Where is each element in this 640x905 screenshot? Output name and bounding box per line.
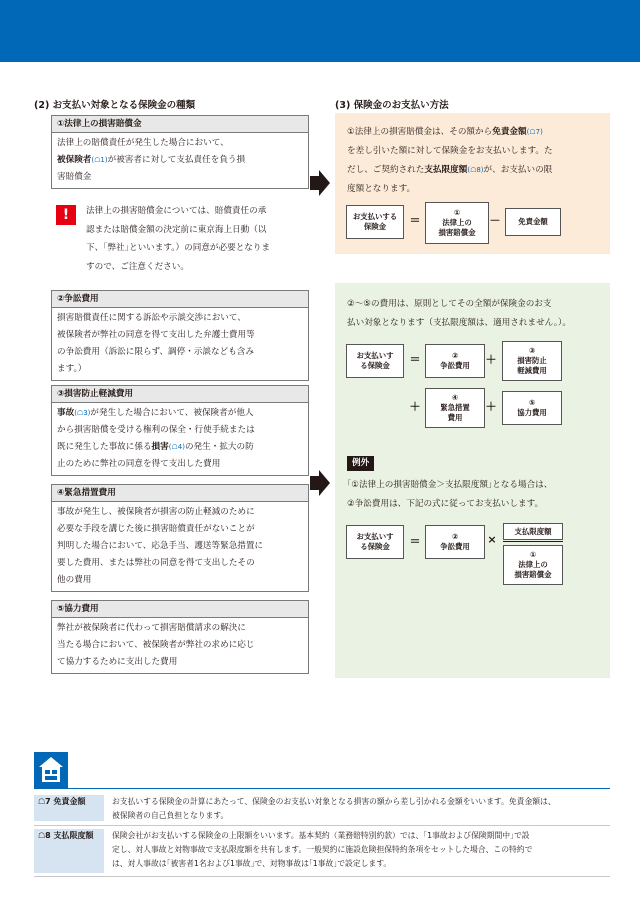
box-litigation-costs (51, 290, 309, 381)
payment-text-2: ②～⑤の費用は、原則としてその全額が保険金のお支 払い対象となります（支払限度額は、適用されません。）。 (347, 299, 571, 328)
box-legal-damages (51, 115, 309, 189)
arrow-right-icon (310, 170, 330, 196)
formula-cooperation-box: ⑤ 協力費用 (502, 391, 562, 425)
reference-icon: (☖8) (467, 166, 484, 174)
plus-sign: ＋ (485, 353, 497, 366)
box-heading: ④緊急措置費用 (52, 485, 308, 502)
box-damage-mitigation-costs (51, 385, 309, 476)
fraction-numerator-box: 支払限度額 (503, 523, 563, 540)
reference-icon: (☖7) (526, 128, 543, 136)
exception-tag: 例外 (347, 456, 374, 471)
glossary-definition: 保険会社がお支払いする保険金の上限額をいいます。基本契約（業務賠特別約款）では、｢1事故および保険期間中｣で設 定し、対人事故と対物事故で支払限度額を共有します。一般契約に施設危険担保特約条項をセットした場合、この特約で は、対人事故は｢被害者1名および1事故｣で、対物事故は｢1事故｣で設定します。 (112, 831, 533, 868)
box-emergency-costs (51, 484, 309, 592)
arrow-right-icon (310, 470, 330, 496)
formula-payout-box: お支払いする保険金 (346, 344, 404, 378)
warning-icon: ! (56, 205, 76, 225)
box-body: 事故が発生し、被保険者が損害の防止軽減のために 必要な手段を講じた後に損害賠償責任がないことが 判明した場合において、応急手当、護送等緊急措置に 要した費用、または弊社の同意を得て支出したその 他の費用 (57, 507, 264, 585)
formula-payout-box: お支払いする 保険金 (346, 205, 404, 239)
formula-emergency-box: ④ 緊急措置 費用 (425, 388, 485, 428)
equals-sign: ＝ (409, 214, 421, 227)
formula-litigation-box: ② 争訟費用 (425, 344, 485, 378)
multiply-sign: × (487, 533, 497, 546)
warning-text: 法律上の損害賠償金については、賠償責任の承 認または賠償金額の決定前に東京海上日動（以 下、｢弊社｣といいます。）の同意が必要となりま すので、ご注意ください。 (86, 206, 271, 272)
glossary-definition: お支払いする保険金の計算にあたって、保険金のお支払い対象となる損害の額から差し引かれる金額をいいます。免責金額は、 被保険者の自己負担となります。 (112, 797, 556, 820)
left-section-title: (2) お支払い対象となる保険金の種類 (34, 100, 196, 111)
plus-sign: ＋ (485, 400, 497, 413)
glossary-separator (34, 825, 610, 826)
equals-sign: ＝ (409, 353, 421, 366)
box-heading: ⑤協力費用 (52, 601, 308, 618)
glossary-term: ☖8 支払限度額 (34, 829, 104, 873)
minus-sign: － (489, 214, 501, 227)
equals-sign: ＝ (409, 535, 421, 548)
box-heading: ②争訟費用 (52, 291, 308, 308)
box-body: 弊社が被保険者に代わって損害賠償請求の解決に 当たる場合において、被保険者が弊社の求めに応じ て協力するために支出した費用 (57, 623, 255, 667)
box-body: 法律上の賠償責任が発生した場合において、 被保険者(☖1)が被害者に対して支払責任を負う損 害賠償金 (57, 138, 246, 182)
formula-legal-damages-box: ① 法律上の 損害賠償金 (425, 202, 489, 244)
exception-text: ｢①法律上の損害賠償金＞支払限度額｣となる場合は、 ②争訟費用は、下記の式に従ってお支払いします。 (347, 480, 553, 509)
formula-deductible-box: 免責金額 (505, 208, 561, 236)
fraction-denominator-box: ① 法律上の 損害賠償金 (503, 545, 563, 585)
box-heading: ①法律上の損害賠償金 (52, 116, 308, 133)
right-section-title: (3) 保険金のお支払い方法 (335, 100, 449, 111)
plus-sign: ＋ (409, 400, 421, 413)
glossary-divider (34, 788, 610, 789)
glossary-term: ☖7 免責金額 (34, 795, 104, 821)
box-cooperation-costs (51, 600, 309, 674)
payment-text-1: ①法律上の損害賠償金は、その額から免責金額(☖7) を差し引いた額に対して保険金をお支払いします。た だし、ご契約された支払限度額(☖8)が、お支払いの限 度額となります。 (347, 127, 553, 194)
reference-icon: (☖3) (74, 409, 91, 417)
formula-mitigation-box: ③ 損害防止 軽減費用 (502, 341, 562, 381)
box-body: 事故(☖3)が発生した場合において、被保険者が他人 から損害賠償を受ける権利の保全・行使手続または 既に発生した事故に係る損害(☖4)の発生・拡大の防 止のために弊社の同意を得て支出した費用 (57, 408, 255, 469)
box-heading: ③損害防止軽減費用 (52, 386, 308, 403)
reference-icon: (☖4) (168, 443, 185, 451)
box-body: 損害賠償責任に関する訴訟や示談交渉において、 被保険者が弊社の同意を得て支出した弁護士費用等 の争訟費用（訴訟に限らず、調停・示談なども含み ます。） (57, 313, 255, 374)
glossary-house-icon (34, 752, 68, 788)
glossary-separator (34, 876, 610, 877)
header-band (0, 0, 640, 62)
reference-icon: (☖1) (91, 156, 108, 164)
fraction-bar (503, 541, 563, 542)
formula-litigation-box: ② 争訟費用 (425, 525, 485, 559)
formula-payout-box: お支払いする保険金 (346, 525, 404, 559)
